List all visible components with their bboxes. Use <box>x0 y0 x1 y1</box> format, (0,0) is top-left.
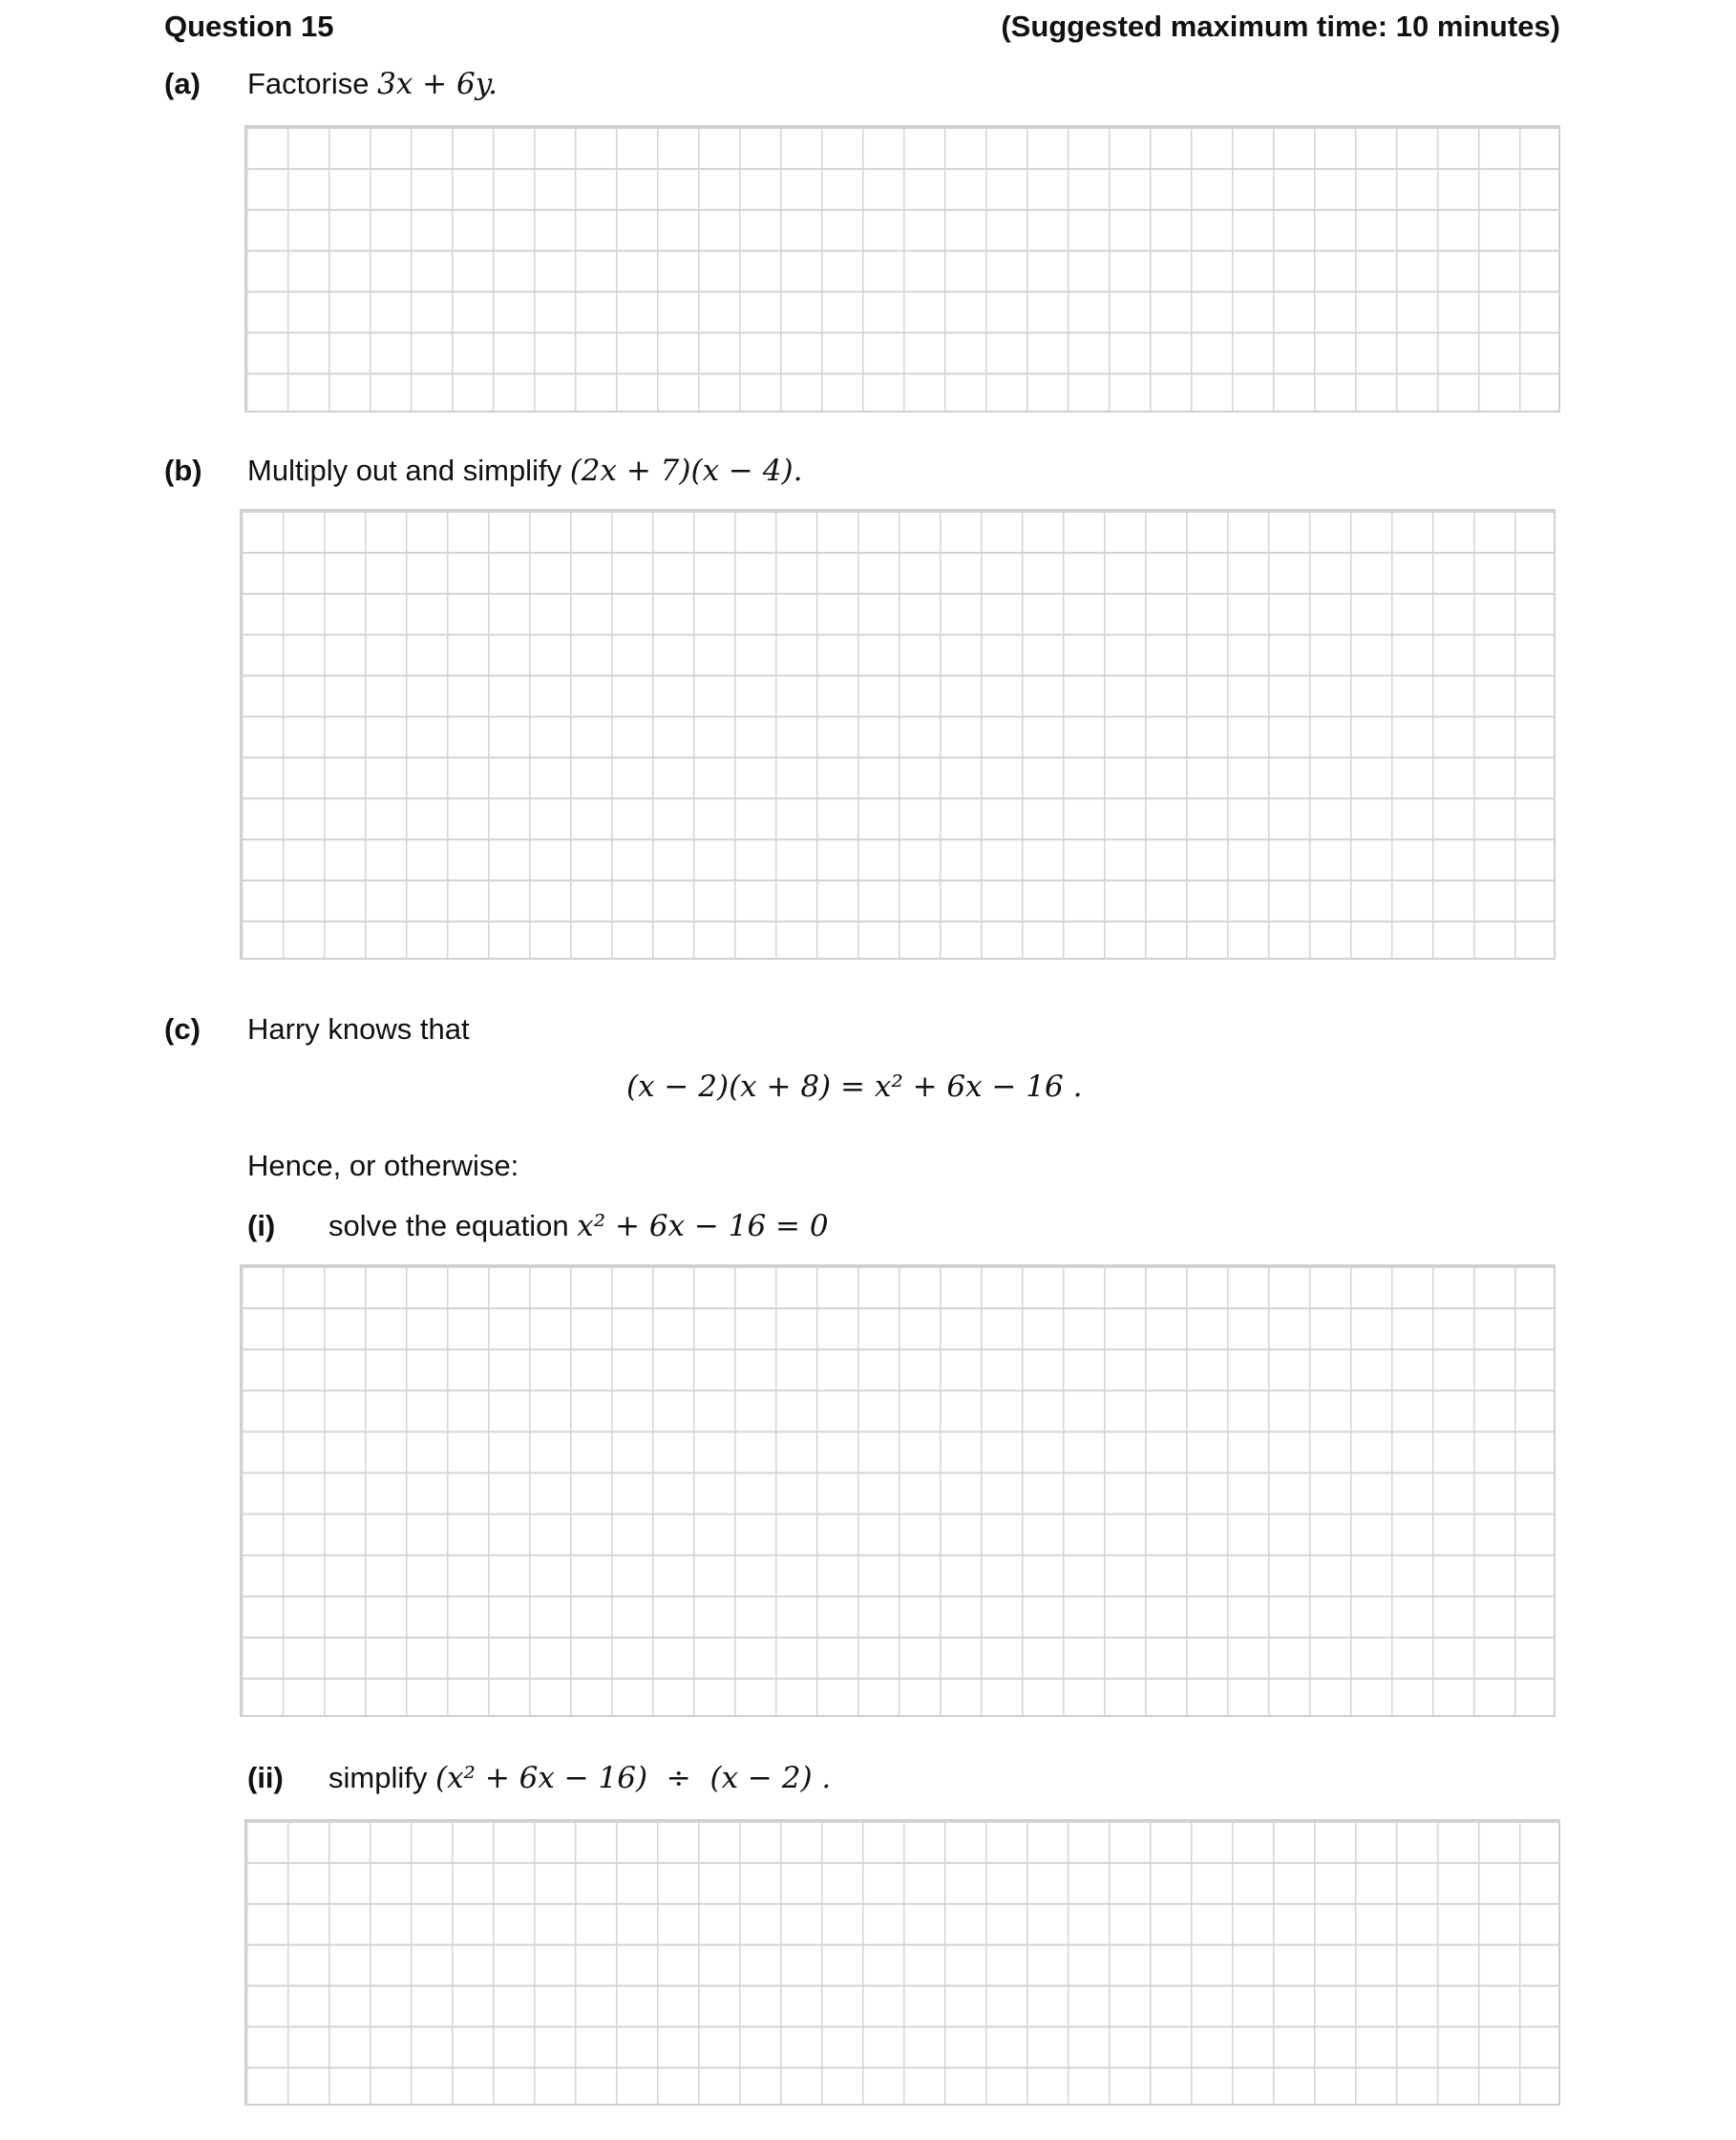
part-a-label: (a) <box>164 67 201 100</box>
time-note: (Suggested maximum time: 10 minutes) <box>1001 10 1560 43</box>
part-c-i-text: solve the equation <box>328 1209 569 1242</box>
part-a-expression: 3x + 6y. <box>377 67 498 101</box>
part-b-label: (b) <box>164 454 202 487</box>
part-b-expression: (2x + 7)(x − 4). <box>569 454 803 488</box>
part-c-i-label: (i) <box>247 1209 276 1242</box>
answer-grid-b[interactable] <box>240 509 1556 960</box>
part-b-question <box>247 456 802 486</box>
question-title: Question 15 <box>164 10 334 43</box>
part-c-hence: Hence, or otherwise: <box>247 1149 519 1182</box>
answer-grid-c-i[interactable] <box>240 1264 1556 1717</box>
part-c-ii-label: (ii) <box>247 1761 284 1794</box>
part-c-intro: Harry knows that <box>247 1012 470 1046</box>
part-c-ii-expression: (x² + 6x − 16) ÷ (x − 2) . <box>434 1761 832 1795</box>
part-c-ii-question <box>328 1763 831 1793</box>
answer-grid-c-ii[interactable] <box>244 1819 1560 2106</box>
part-c-ii-text: simplify <box>328 1761 428 1794</box>
answer-grid-a[interactable] <box>244 125 1560 413</box>
part-a-question <box>247 69 498 99</box>
part-a-text: Factorise <box>247 67 370 100</box>
part-c-i-question <box>328 1211 829 1241</box>
part-c-i-expression: x² + 6x − 16 = 0 <box>577 1209 829 1243</box>
part-c-label: (c) <box>164 1012 201 1046</box>
part-b-text: Multiply out and simplify <box>247 454 562 487</box>
part-c-identity: (x − 2)(x + 8) = x² + 6x − 16 . <box>626 1070 1083 1104</box>
